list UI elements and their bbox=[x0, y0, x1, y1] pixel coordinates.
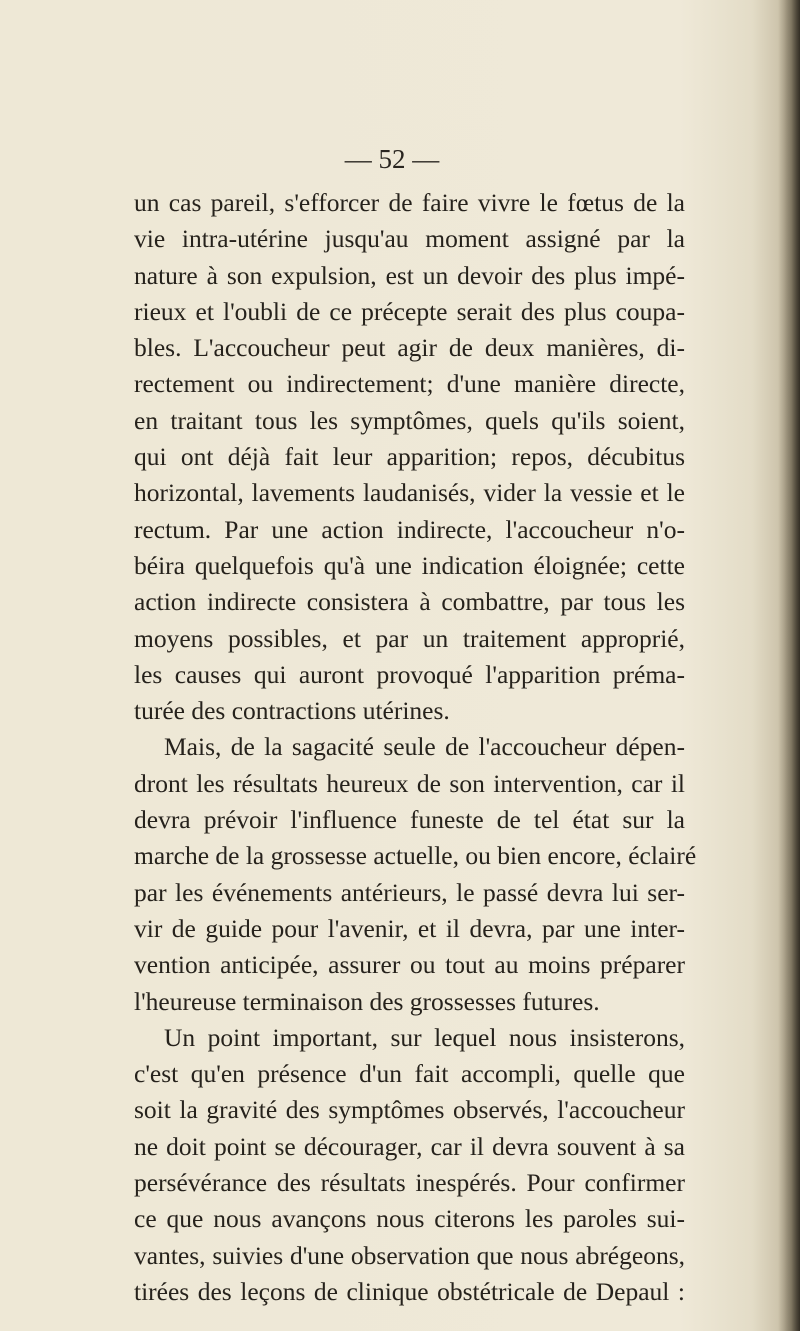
text-line: turée des contractions utérines. bbox=[134, 696, 450, 726]
text-line: horizontal, lavements laudanisés, vider la vessie et le bbox=[134, 478, 685, 508]
text-line: un cas pareil, s'efforcer de faire vivre le fœtus de la bbox=[134, 188, 685, 217]
text-line: bles. L'accoucheur peut agir de deux manières, di- bbox=[134, 333, 685, 363]
text-line: vention anticipée, assurer ou tout au moins préparer bbox=[134, 950, 685, 980]
text-line: devra prévoir l'influence funeste de tel état sur la bbox=[134, 805, 685, 835]
text-line: qui ont déjà fait leur apparition; repos, décubitus bbox=[134, 442, 685, 472]
text-line: nature à son expulsion, est un devoir des plus impé- bbox=[134, 260, 685, 290]
page-number: — 52 — bbox=[344, 144, 440, 174]
text-line: rectum. Par une action indirecte, l'accoucheur n'o- bbox=[134, 514, 685, 544]
text-line: ce que nous avançons nous citerons les paroles sui- bbox=[134, 1204, 685, 1234]
text-line: tirées des leçons de clinique obstétricale de Depaul : bbox=[134, 1276, 685, 1306]
text-line: Un point important, sur lequel nous insisterons, bbox=[164, 1022, 685, 1052]
text-line: les causes qui auront provoqué l'apparition préma- bbox=[134, 659, 685, 689]
text-line: persévérance des résultats inespérés. Pour confirmer bbox=[134, 1168, 685, 1198]
text-line: vantes, suivies d'une observation que nous abrégeons, bbox=[134, 1240, 685, 1270]
page-edge-shadow bbox=[778, 0, 800, 1331]
text-line: marche de la grossesse actuelle, ou bien encore, éclairé bbox=[134, 841, 697, 871]
text-line: ne doit point se décourager, car il devra souvent à sa bbox=[134, 1131, 685, 1161]
text-line: c'est qu'en présence d'un fait accompli, quelle que bbox=[134, 1059, 685, 1089]
text-line: vir de guide pour l'avenir, et il devra, par une inter- bbox=[134, 913, 685, 943]
text-line: action indirecte consistera à combattre, par tous les bbox=[134, 587, 685, 617]
text-line: Mais, de la sagacité seule de l'accoucheur dépen- bbox=[164, 732, 685, 762]
text-line: soit la gravité des symptômes observés, l'accoucheur bbox=[134, 1095, 685, 1125]
text-line: en traitant tous les symptômes, quels qu'ils soient, bbox=[134, 405, 685, 435]
text-line: moyens possibles, et par un traitement approprié, bbox=[134, 623, 685, 653]
text-line: béira quelquefois qu'à une indication éloignée; cette bbox=[134, 550, 685, 580]
text-line: par les événements antérieurs, le passé devra lui ser- bbox=[134, 877, 685, 907]
text-line: vie intra-utérine jusqu'au moment assigné par la bbox=[134, 224, 685, 254]
text-line: dront les résultats heureux de son intervention, car il bbox=[134, 768, 685, 798]
text-line: l'heureuse terminaison des grossesses futures. bbox=[134, 986, 600, 1016]
text-line: rieux et l'oubli de ce précepte serait des plus coupa- bbox=[134, 296, 685, 326]
text-line: rectement ou indirectement; d'une manière directe, bbox=[134, 369, 685, 399]
body-text bbox=[134, 185, 697, 1310]
